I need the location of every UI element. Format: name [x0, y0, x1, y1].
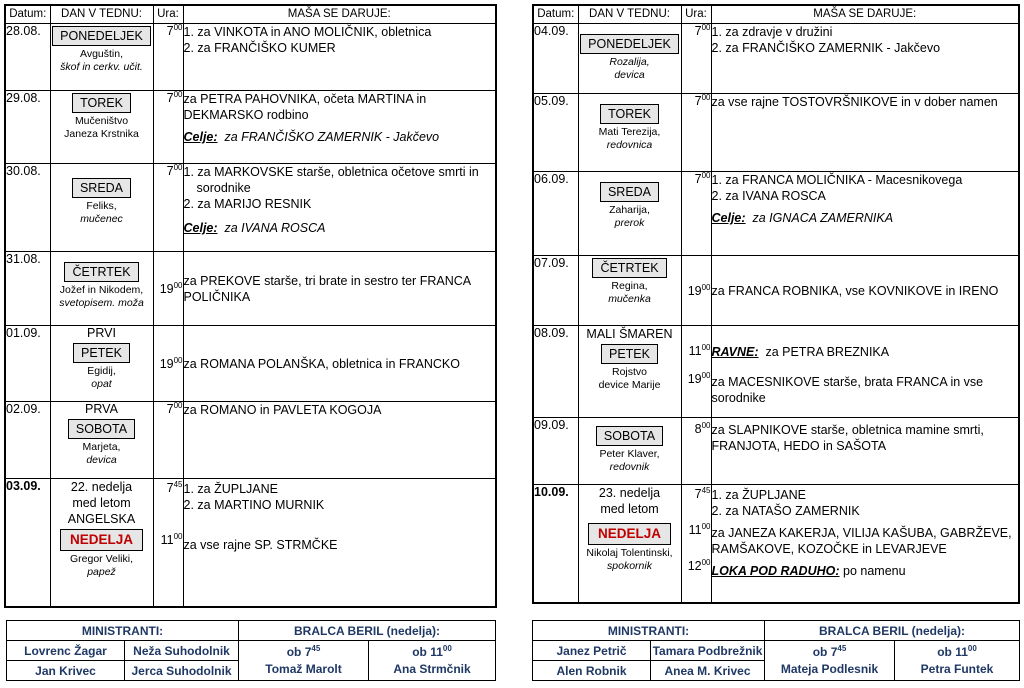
table-row: [5, 91, 496, 164]
mass-intention: 1. za ŽUPLJANE: [183, 482, 278, 496]
mass-text: za PETRA BREZNIKA: [765, 345, 890, 359]
celje-text: za FRANČIŠKO ZAMERNIK - Jakčevo: [224, 130, 440, 144]
time-minutes: 00: [173, 162, 183, 172]
time-hour: 7: [166, 24, 174, 38]
time-cell: [153, 24, 183, 91]
saint-name: Zaharija,: [609, 204, 650, 216]
header-date: Datum:: [533, 5, 578, 24]
day-badge-sunday: NEDELJA: [60, 529, 143, 551]
reader-slot: [369, 641, 496, 681]
minister-name: Anea M. Krivec: [651, 661, 765, 681]
day-badge: TOREK: [600, 104, 659, 124]
date-cell: 31.08.: [5, 252, 50, 326]
schedule-week-1: [4, 4, 497, 608]
saint-title: opat: [91, 378, 112, 390]
time-minutes: 00: [701, 22, 711, 32]
mass-cell: [711, 24, 1019, 94]
time-minutes: 00: [173, 22, 183, 32]
day-badge: TOREK: [72, 93, 131, 113]
table-row: [5, 164, 496, 252]
time-minutes: 00: [701, 420, 711, 430]
time-hour-3: 12: [687, 559, 702, 573]
day-badge: ČETRTEK: [592, 258, 666, 278]
time-hour: 7: [166, 402, 174, 416]
time-minutes-2: 00: [701, 521, 711, 531]
mass-intention: za SLAPNIKOVE starše, obletnica mamine smrti, FRANJOTA, HEDO in SAŠOTA: [711, 423, 984, 453]
day-badge-sunday: NEDELJA: [588, 523, 671, 545]
reader-time-minutes: 45: [837, 643, 847, 653]
saint-title: devica: [614, 69, 645, 81]
reader-name: Ana Strmčnik: [393, 661, 471, 676]
time-hour: 7: [166, 164, 174, 178]
mass-intention-2: za JANEZA KAKERJA, VILIJA KAŠUBA, GABRŽEVE, RAMŠAKOVE, KOZOČKE in LEVARJEVE: [711, 526, 1012, 556]
day-cell: [578, 485, 681, 603]
mass-intention: za PREKOVE starše, tri brate in sestro ter FRANCA POLIČNIKA: [183, 273, 471, 304]
time-minutes: 00: [173, 355, 183, 365]
day-cell: [50, 164, 153, 252]
saint-name: Regina,: [611, 280, 648, 292]
time-cell: [153, 402, 183, 479]
celje-intention: [184, 129, 496, 145]
time-hour-2: 11: [688, 523, 702, 537]
day-cell: [578, 418, 681, 485]
saint-name: Egidij,: [87, 365, 116, 377]
mass-cell: [711, 418, 1019, 485]
table-row: [5, 326, 496, 402]
table-row: [533, 485, 1019, 603]
schedule-table-right: [532, 4, 1020, 604]
day-badge: PONEDELJEK: [52, 26, 151, 46]
celje-label: Celje:: [711, 211, 746, 225]
day-cell: [578, 326, 681, 418]
mass-cell: [711, 485, 1019, 603]
saint-title: mučenka: [608, 293, 651, 305]
reader-time: ob 11: [937, 644, 968, 659]
time-hour: 19: [159, 281, 174, 296]
saint-title: spokornik: [607, 560, 652, 572]
minister-name: Lovrenc Žagar: [7, 641, 125, 661]
table-row: [533, 24, 1019, 94]
time-minutes-2: 00: [173, 531, 183, 541]
header-time: Ura:: [681, 5, 711, 24]
mass-cell: [183, 479, 496, 607]
mass-intention: 1. za VINKOTA in ANO MOLIČNIK, obletnica: [183, 25, 432, 39]
mass-cell: [711, 172, 1019, 256]
saint-name: Avguštin,: [80, 48, 123, 60]
mass-cell: [183, 91, 496, 164]
reader-slot: [765, 641, 895, 681]
saint-title: prerok: [614, 217, 645, 229]
mass-intention-2: za MACESNIKOVE starše, brata FRANCA in vse sorodnike: [711, 375, 984, 405]
reader-slot: [895, 641, 1020, 681]
ministranti-title: MINISTRANTI:: [7, 621, 239, 641]
saint-name: Rojstvo: [611, 366, 647, 378]
day-badge: ČETRTEK: [64, 262, 138, 282]
time-hour-2: 19: [687, 372, 702, 386]
mass-intention: 2. za NATAŠO ZAMERNIK: [711, 504, 860, 518]
time-hour: 7: [694, 172, 702, 186]
mass-intention-3: [712, 563, 1019, 579]
table-row: [5, 479, 496, 607]
header-date: Datum:: [5, 5, 50, 24]
mass-intention: 1. za ŽUPLJANE: [711, 488, 806, 502]
table-row: [533, 256, 1019, 326]
date-cell: 29.08.: [5, 91, 50, 164]
day-prefix: PRVI: [87, 326, 116, 340]
table-row: [5, 252, 496, 326]
time-hour: 8: [694, 422, 702, 436]
time-cell: [153, 326, 183, 402]
day-badge: SREDA: [72, 178, 131, 198]
time-minutes-3: 00: [701, 557, 711, 567]
date-cell: 30.08.: [5, 164, 50, 252]
reader-time-minutes: 00: [967, 643, 977, 653]
minister-name: Neža Suhodolnik: [125, 641, 239, 661]
mass-intention: 1. za FRANCA MOLIČNIKA - Macesnikovega: [711, 173, 963, 187]
saint-name: Jožef in Nikodem,: [59, 284, 144, 296]
bralca-title: BRALCA BERIL (nedelja):: [765, 621, 1020, 641]
saint-name: Feliks,: [86, 200, 117, 212]
minister-name: Jan Krivec: [7, 661, 125, 681]
saint-name: Mati Terezija,: [598, 126, 661, 138]
celje-intention: [184, 220, 496, 236]
bralca-title: BRALCA BERIL (nedelja):: [239, 621, 496, 641]
day-cell: [50, 24, 153, 91]
mass-intention: za FRANCA ROBNIKA, vse KOVNIKOVE in IRENO: [711, 283, 999, 298]
date-cell: 08.09.: [533, 326, 578, 418]
ministranti-title: MINISTRANTI:: [533, 621, 765, 641]
mass-cell: [711, 326, 1019, 418]
date-cell: 03.09.: [5, 479, 50, 607]
saint-title: devica: [86, 454, 117, 466]
time-minutes: 00: [173, 400, 183, 410]
date-cell: 07.09.: [533, 256, 578, 326]
mass-cell: [183, 24, 496, 91]
mass-intention: [712, 344, 1019, 360]
date-cell: 06.09.: [533, 172, 578, 256]
mass-intention: za ROMANO in PAVLETA KOGOJA: [183, 403, 382, 417]
day-prefix-3: ANGELSKA: [67, 512, 136, 526]
mass-intention: 1. za zdravje v družini: [711, 25, 833, 39]
table-row: [533, 418, 1019, 485]
day-badge: PETEK: [601, 344, 658, 364]
table-row: [533, 326, 1019, 418]
day-cell: [50, 479, 153, 607]
time-minutes: 00: [173, 89, 183, 99]
time-cell: [681, 485, 711, 603]
saint-name: Nikolaj Tolentinski,: [586, 547, 673, 559]
saint-title: mučenec: [80, 213, 123, 225]
header-row: [533, 5, 1019, 24]
day-prefix-2: med letom: [600, 502, 659, 516]
place-label: RAVNE:: [711, 345, 759, 359]
minister-name: Jerca Suhodolnik: [125, 661, 239, 681]
day-prefix: PRVA: [85, 402, 118, 416]
header-mass: MAŠA SE DARUJE:: [711, 5, 1019, 24]
mass-cell: [183, 252, 496, 326]
time-cell: [681, 418, 711, 485]
mass-cell: [183, 164, 496, 252]
celje-text: za IVANA ROSCA: [224, 221, 326, 235]
schedule-week-2: [532, 4, 1020, 604]
place-label: LOKA POD RADUHO:: [711, 564, 840, 578]
mass-cell: [711, 256, 1019, 326]
date-cell: 02.09.: [5, 402, 50, 479]
saint-title: škof in cerkv. učit.: [60, 61, 143, 73]
date-cell: 01.09.: [5, 326, 50, 402]
time-minutes: 45: [701, 485, 711, 495]
time-cell: [681, 256, 711, 326]
reader-name: Tomaž Marolt: [265, 661, 342, 676]
saint-title: Janeza Krstnika: [64, 128, 139, 140]
header-row: [5, 5, 496, 24]
day-badge: SOBOTA: [68, 419, 135, 439]
schedule-table-left: [4, 4, 497, 608]
mass-intention: 2. za MARTINO MURNIK: [183, 498, 325, 512]
day-prefix-2: med letom: [72, 496, 131, 510]
reader-time: ob 11: [412, 644, 443, 659]
time-hour: 11: [688, 344, 702, 358]
mass-intention: za vse rajne TOSTOVRŠNIKOVE in v dober namen: [711, 95, 998, 109]
time-hour: 7: [166, 91, 174, 105]
saint-title: svetopisem. moža: [59, 297, 144, 309]
time-cell: [153, 252, 183, 326]
day-badge: PONEDELJEK: [580, 34, 679, 54]
day-prefix: 22. nedelja: [70, 480, 133, 494]
reader-name: Petra Funtek: [920, 661, 994, 676]
time-minutes: 00: [173, 280, 183, 290]
day-cell: [578, 256, 681, 326]
mass-intention: 2. za IVANA ROSCA: [711, 189, 826, 203]
reader-time: ob 7: [286, 644, 312, 659]
mass-intention: 1. za MARKOVSKE starše, obletnica očetove smrti in sorodnike: [183, 165, 479, 195]
day-cell: [578, 172, 681, 256]
reader-name: Mateja Podlesnik: [780, 661, 879, 676]
time-minutes: 00: [701, 92, 711, 102]
date-cell: 10.09.: [533, 485, 578, 603]
header-time: Ura:: [153, 5, 183, 24]
header-day: DAN V TEDNU:: [50, 5, 153, 24]
mass-cell: [183, 402, 496, 479]
time-hour: 7: [694, 487, 702, 501]
time-cell: [153, 164, 183, 252]
time-minutes: 00: [701, 170, 711, 180]
header-mass: MAŠA SE DARUJE:: [183, 5, 496, 24]
ministers-readers-right: [532, 620, 1020, 681]
day-cell: [50, 402, 153, 479]
date-cell: 05.09.: [533, 94, 578, 172]
table-row: [5, 24, 496, 91]
time-hour: 7: [694, 24, 702, 38]
saint-title: device Marije: [598, 379, 661, 391]
saint-name: Peter Klaver,: [599, 448, 660, 460]
saint-title: papež: [87, 566, 116, 578]
time-hour: 19: [159, 356, 174, 371]
saint-name: Gregor Veliki,: [69, 553, 134, 565]
header-day: DAN V TEDNU:: [578, 5, 681, 24]
time-cell: [681, 172, 711, 256]
time-cell: [681, 24, 711, 94]
minister-name: Alen Robnik: [533, 661, 651, 681]
time-hour: 19: [687, 283, 702, 298]
reader-slot: [239, 641, 369, 681]
day-cell: [578, 24, 681, 94]
day-badge: PETEK: [73, 343, 130, 363]
date-cell: 09.09.: [533, 418, 578, 485]
mass-intention: 2. za FRANČIŠKO KUMER: [183, 41, 336, 55]
day-cell: [50, 326, 153, 402]
time-cell: [153, 479, 183, 607]
mass-text: po namenu: [843, 564, 906, 578]
mass-intention-2: za vse rajne SP. STRMČKE: [183, 538, 338, 552]
mass-intention: za PETRA PAHOVNIKA, očeta MARTINA in DEKMARSKO rodbino: [183, 92, 427, 122]
celje-text: za IGNACA ZAMERNIKA: [752, 211, 894, 225]
mass-cell: [183, 326, 496, 402]
time-minutes: 45: [173, 479, 183, 489]
mass-cell: [711, 94, 1019, 172]
reader-time-minutes: 00: [442, 643, 452, 653]
day-badge: SOBOTA: [596, 426, 663, 446]
time-hour: 7: [694, 94, 702, 108]
mass-intention: 2. za FRANČIŠKO ZAMERNIK - Jakčevo: [711, 41, 941, 55]
table-row: [533, 94, 1019, 172]
day-prefix: MALI ŠMAREN: [586, 327, 673, 341]
time-cell: [153, 91, 183, 164]
celje-label: Celje:: [183, 221, 218, 235]
minister-name: Tamara Podbrežnik: [651, 641, 765, 661]
time-minutes-2: 00: [701, 370, 711, 380]
celje-label: Celje:: [183, 130, 218, 144]
day-cell: [578, 94, 681, 172]
saint-name: Rozalija,: [609, 56, 650, 68]
time-hour-2: 11: [160, 533, 174, 547]
table-row: [533, 172, 1019, 256]
date-cell: 04.09.: [533, 24, 578, 94]
time-minutes: 00: [701, 342, 711, 352]
day-cell: [50, 252, 153, 326]
day-badge: SREDA: [600, 182, 659, 202]
day-cell: [50, 91, 153, 164]
mass-intention: 2. za MARIJO RESNIK: [183, 197, 312, 211]
saint-name: Marjeta,: [82, 441, 121, 453]
saint-title: redovnik: [609, 461, 650, 473]
ministers-readers-left: [6, 620, 496, 681]
minister-name: Janez Petrič: [533, 641, 651, 661]
time-minutes: 00: [701, 282, 711, 292]
saint-name: Mučeništvo: [74, 115, 129, 127]
time-cell: [681, 326, 711, 418]
reader-time-minutes: 45: [311, 643, 321, 653]
mass-intention: za ROMANA POLANŠKA, obletnica in FRANCKO: [183, 356, 460, 371]
celje-intention: [712, 210, 1019, 226]
table-row: [5, 402, 496, 479]
day-prefix: 23. nedelja: [598, 486, 661, 500]
reader-time: ob 7: [812, 644, 838, 659]
time-cell: [681, 94, 711, 172]
date-cell: 28.08.: [5, 24, 50, 91]
saint-title: redovnica: [606, 139, 653, 151]
time-hour: 7: [166, 481, 174, 495]
